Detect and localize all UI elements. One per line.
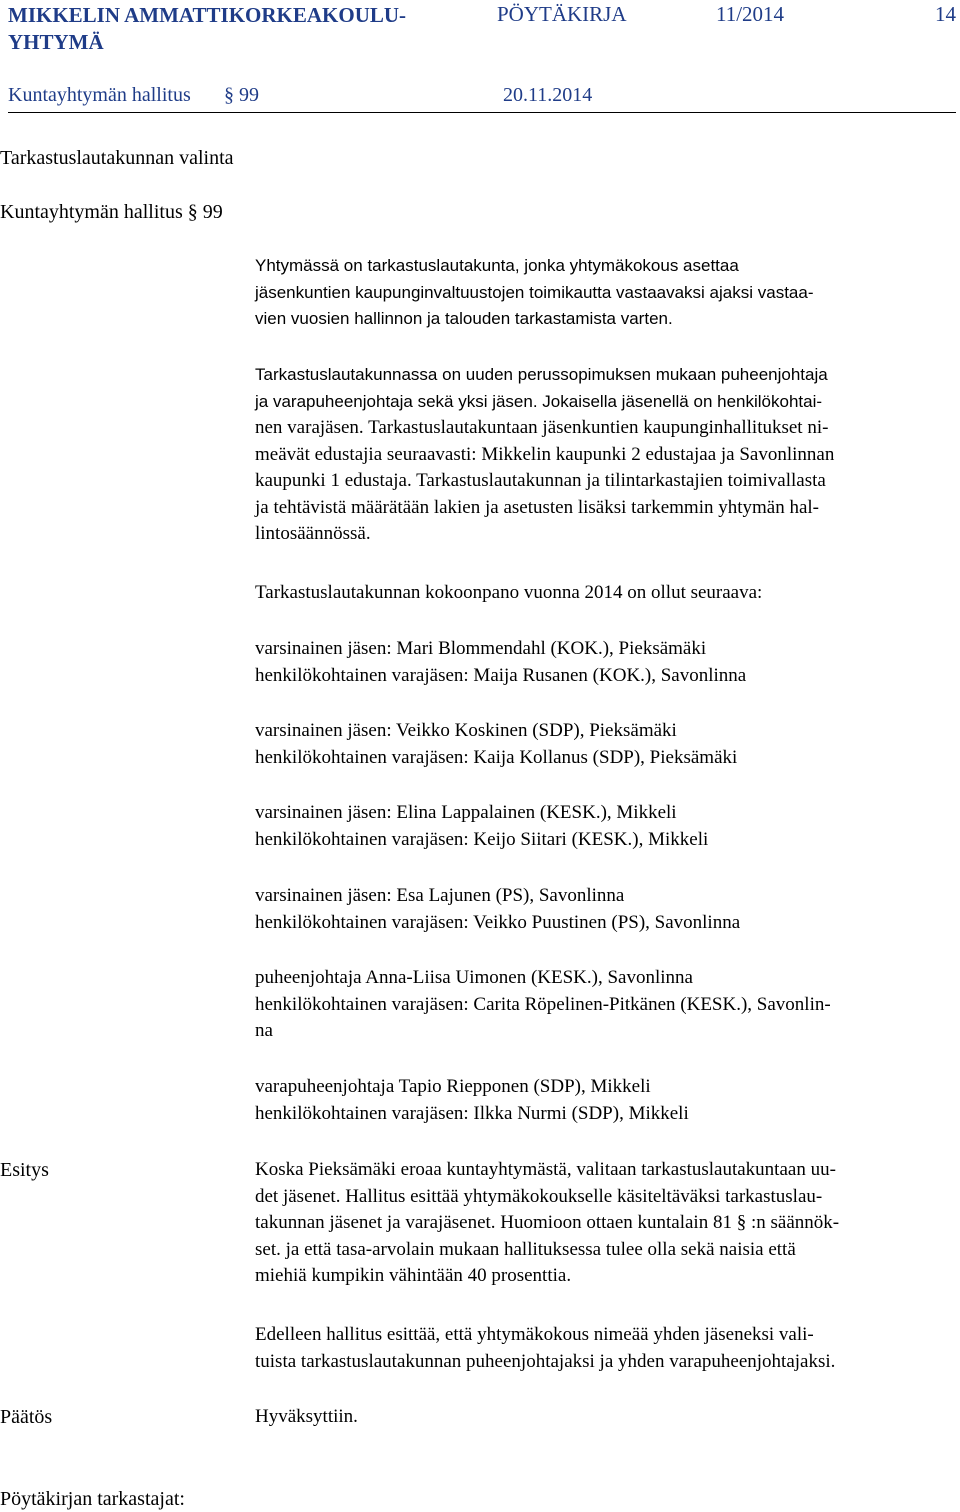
member-group: varsinainen jäsen: Esa Lajunen (PS), Savonlinna henkilökohtainen varajäsen: Veikko Puustinen (PS), Savonlinna [255, 885, 741, 933]
decision-text: Hyväksyttiin. [255, 1406, 358, 1427]
decision-label: Päätös [0, 1406, 53, 1428]
meeting-subheader [8, 84, 956, 113]
member-group: varsinainen jäsen: Mari Blommendahl (KOK.), Pieksämäki henkilökohtainen varajäsen: Maija Rusanen (KOK.), Savonlinna [255, 638, 747, 686]
document-type: PÖYTÄKIRJA [497, 2, 627, 26]
proposal-paragraph: Edelleen hallitus esittää, että yhtymäkokous nimeää yhden jäseneksi vali- tuista tarkastuslautakunnan puheenjohtajaksi ja yhden varapuheenjohtajaksi. [255, 1324, 836, 1372]
structure-paragraph: Tarkastuslautakunnassa on uuden perussopimuksen mukaan puheenjohtaja ja varapuheenjohtaja sekä yksi jäsen. Jokaisella jäsenellä on henkilökohtai- nen varajäsen. Tarkastuslautakuntaan jäsenkuntien kaupunginhallitukset ni- meävät edustajia seuraavasti: Mikkelin kaupunki 2 edustajaa ja Savonlinnan kaupunki 1 edustaja. Tarkastuslautakunnan ja tilintarkastajien toimivallasta ja tehtävistä määrätään lakien ja asetusten lisäksi tarkemmin yhtymän hal- lintosäännössä. [255, 365, 835, 544]
organization-name: MIKKELIN AMMATTIKORKEAKOULU-YHTYMÄ [8, 3, 407, 54]
proposal-paragraph: Koska Pieksämäki eroaa kuntayhtymästä, valitaan tarkastuslautakuntaan uu- det jäsenet. Hallitus esittää yhtymäkokoukselle käsiteltäväksi tarkastuslau- takunnan jäsenet ja varajäsenet. Huomioon ottaen kuntalain 81 § :n säännök- set. ja että tasa-arvolain mukaan hallituksessa tulee olla sekä naisia että miehiä kumpikin vähintään 40 prosenttia. [255, 1159, 840, 1286]
member-group: varapuheenjohtaja Tapio Riepponen (SDP), Mikkeli henkilökohtainen varajäsen: Ilkka Nurmi (SDP), Mikkeli [255, 1076, 689, 1124]
minutes-checkers-label: Pöytäkirjan tarkastajat: [0, 1488, 185, 1510]
proposal-label: Esitys [0, 1159, 49, 1181]
page-number: 14 [935, 2, 956, 26]
composition-heading: Tarkastuslautakunnan kokoonpano vuonna 2014 on ollut seuraava: [255, 582, 763, 603]
member-group: varsinainen jäsen: Veikko Koskinen (SDP), Pieksämäki henkilökohtainen varajäsen: Kaija Kollanus (SDP), Pieksämäki [255, 720, 738, 768]
member-group: puheenjohtaja Anna-Liisa Uimonen (KESK.), Savonlinna henkilökohtainen varajäsen: Carita Röpelinen-Pitkänen (KESK.), Savonlin- na [255, 967, 831, 1041]
meeting-body: Kuntayhtymän hallitus [8, 84, 191, 106]
agenda-title: Tarkastuslautakunnan valinta [0, 147, 234, 169]
meeting-date: 20.11.2014 [503, 84, 593, 106]
member-group: varsinainen jäsen: Elina Lappalainen (KESK.), Mikkeli henkilökohtainen varajäsen: Keijo Siitari (KESK.), Mikkeli [255, 802, 709, 850]
section-number: § 99 [224, 84, 259, 106]
document-number: 11/2014 [716, 2, 785, 26]
agenda-reference: Kuntayhtymän hallitus § 99 [0, 201, 223, 223]
intro-paragraph: Yhtymässä on tarkastuslautakunta, jonka yhtymäkokous asettaa jäsenkuntien kaupunginvaltuustojen toimikautta vastaavaksi ajaksi vastaa- vien vuosien hallinnon ja talouden tarkastamista varten. [255, 256, 814, 328]
